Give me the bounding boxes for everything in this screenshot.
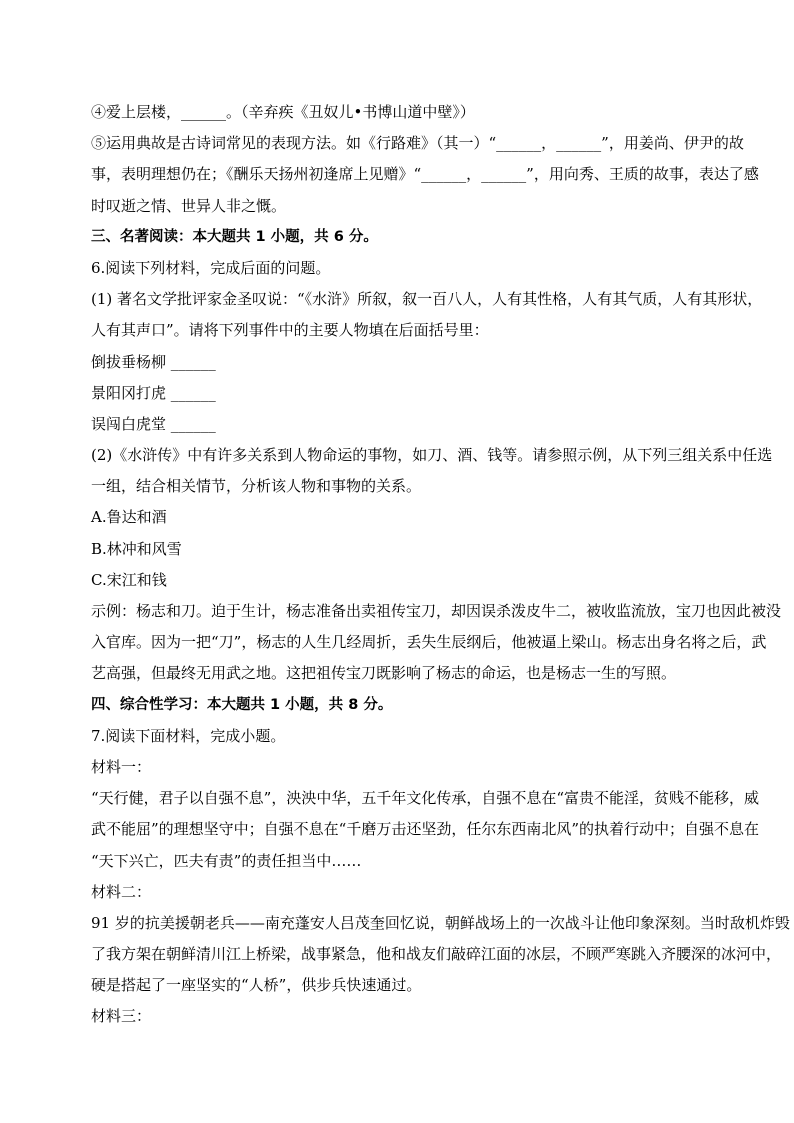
option-c: C.宋江和钱: [91, 570, 167, 589]
question-6-2-line-1: (2)《水浒传》中有许多关系到人物命运的事物，如刀、酒、钱等。请参照示例，从下列三组关系中任选: [91, 446, 773, 465]
question-6-prompt: 6.阅读下列材料，完成后面的问题。: [91, 258, 331, 277]
question-6-1-line-2: 人有其声口”。请将下列事件中的主要人物填在后面括号里：: [91, 321, 489, 340]
poem-question-4: ④爱上层楼，______。（辛弃疾《丑奴儿•书博山道中壁》）: [91, 103, 475, 121]
section-heading-3: 三、名著阅读：本大题共 1 小题，共 6 分。: [91, 228, 378, 245]
poem-question-5-line-2: 事，表明理想仍在；《酬乐天扬州初逢席上见赠》“______，______”，用向秀、王质的故事，表达了感: [91, 165, 759, 184]
material-1-line-3: “天下兴亡，匹夫有责”的责任担当中……: [91, 851, 362, 870]
example-line-2: 入官库。因为一把“刀”，杨志的人生几经周折，丢失生辰纲后，他被逼上梁山。杨志出身名将之后，武: [91, 633, 767, 652]
material-1-line-1: “天行健，君子以自强不息”，泱泱中华，五千年文化传承，自强不息在“富贵不能淫，贫贱不能移，威: [91, 789, 760, 808]
question-6-1-line-1: (1) 著名文学批评家金圣叹说：“《水浒》所叙，叙一百八人，人有其性格，人有其气质，人有其形状，: [91, 290, 763, 309]
material-1-label: 材料一：: [91, 757, 152, 776]
material-2-line-1: 91 岁的抗美援朝老兵——南充蓬安人吕茂奎回忆说，朝鲜战场上的一次战斗让他印象深刻。当时敌机炸毁: [91, 913, 790, 932]
example-line-1: 示例：杨志和刀。迫于生计，杨志准备出卖祖传宝刀，却因误杀泼皮牛二，被收监流放，宝刀也因此被没: [91, 602, 782, 620]
option-b: B.林冲和风雪: [91, 539, 182, 558]
section-heading-4: 四、综合性学习：本大题共 1 小题，共 8 分。: [91, 696, 393, 713]
question-6-2-line-2: 一组，结合相关情节，分析该人物和事物的关系。: [91, 477, 422, 496]
poem-question-5-line-3: 时叹逝之情、世异人非之慨。: [91, 196, 287, 215]
material-3-label: 材料三：: [91, 1007, 152, 1026]
material-2-label: 材料二：: [91, 882, 152, 901]
poem-question-5-line-1: ⑤运用典故是古诗词常见的表现方法。如《行路难》（其一）“______，______”，用姜尚、伊尹的故: [91, 134, 744, 153]
event-item-2: 景阳冈打虎 ______: [91, 383, 216, 402]
event-item-3: 误闯白虎堂 ______: [91, 414, 216, 433]
material-2-line-3: 硬是搭起了一座坚实的“人桥”，供步兵快速通过。: [91, 976, 422, 995]
question-7-prompt: 7.阅读下面材料，完成小题。: [91, 726, 286, 745]
option-a: A.鲁达和酒: [91, 508, 167, 527]
document-body: [91, 100, 790, 1036]
material-1-line-2: 武不能屈”的理想坚守中；自强不息在“千磨万击还坚劲，任尔东西南北风”的执着行动中；自强不息在: [91, 820, 760, 839]
material-2-line-2: 了我方架在朝鲜清川江上桥梁，战事紧急，他和战友们敲碎江面的冰层，不顾严寒跳入齐腰深的冰河中，: [91, 945, 782, 964]
event-item-1: 倒拔垂杨柳 ______: [91, 352, 216, 371]
example-line-3: 艺高强，但最终无用武之地。这把祖传宝刀既影响了杨志的命运，也是杨志一生的写照。: [91, 664, 677, 683]
